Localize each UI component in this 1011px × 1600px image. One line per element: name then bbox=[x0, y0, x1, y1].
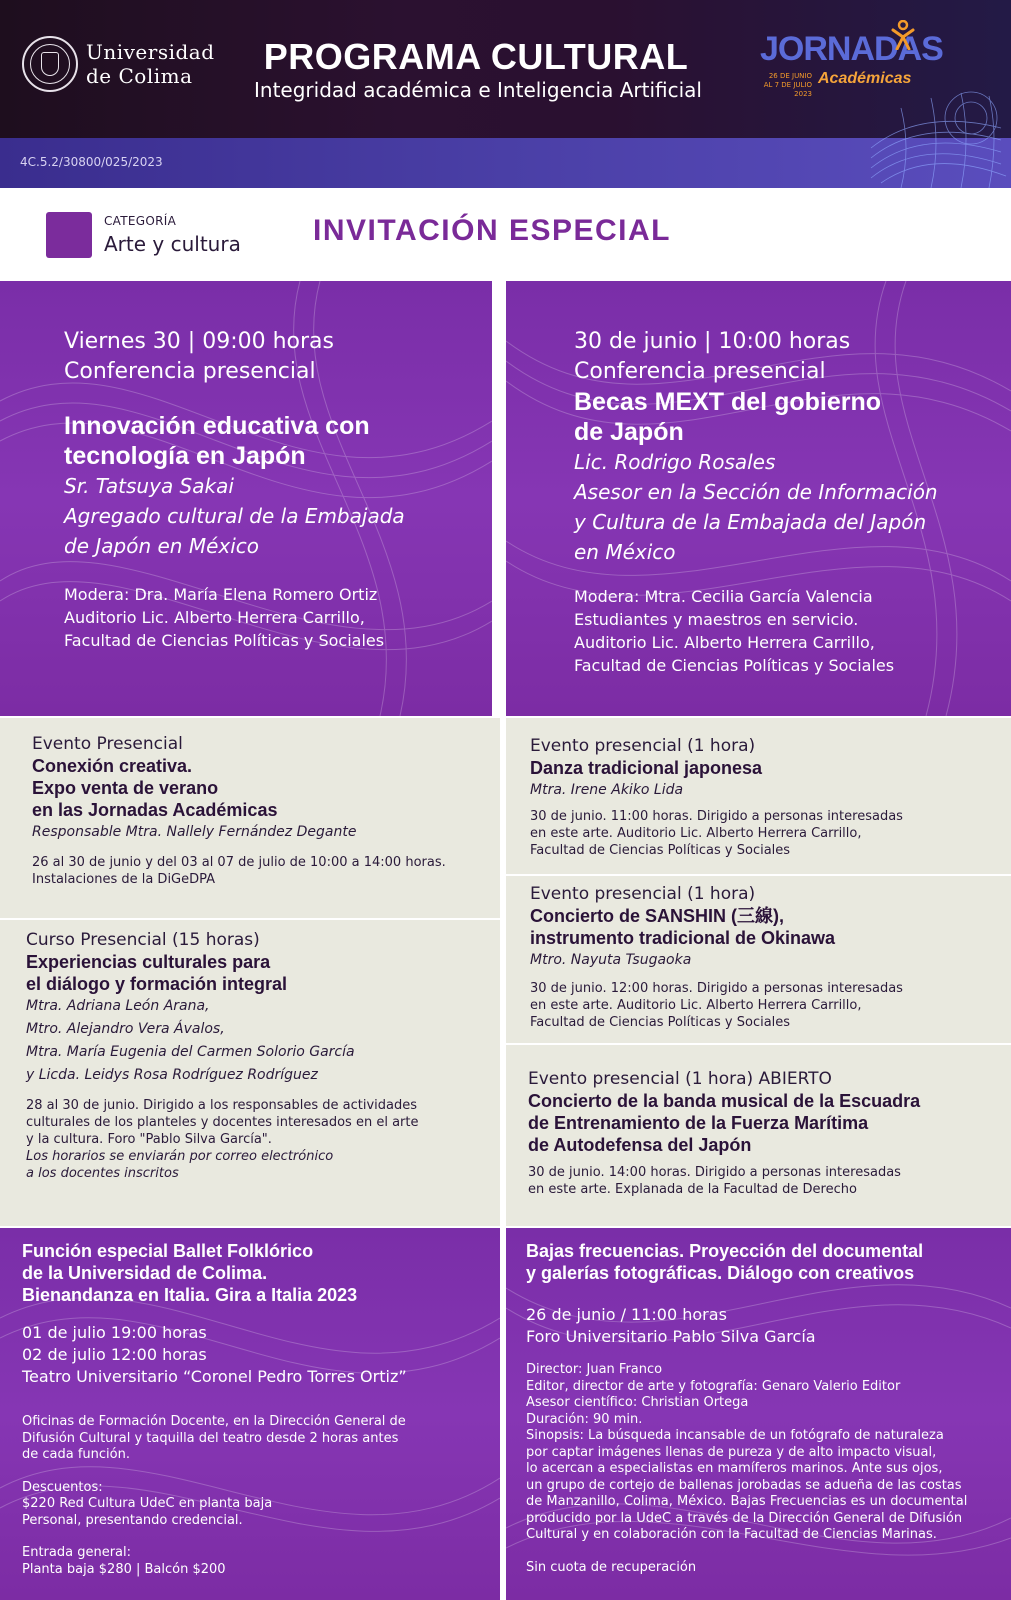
event-type: Curso Presencial (15 horas) bbox=[26, 930, 260, 950]
event-type: Evento Presencial bbox=[32, 734, 183, 754]
ballet-date: 01 de julio 19:00 horas bbox=[22, 1323, 207, 1342]
event-detail: 30 de junio. 12:00 horas. Dirigido a personas interesadas bbox=[530, 981, 903, 996]
category-row bbox=[0, 188, 1011, 281]
event-detail: Facultad de Ciencias Políticas y Sociales bbox=[530, 843, 791, 858]
event-title-line: Danza tradicional japonesa bbox=[530, 758, 763, 778]
ballet-title-line: de la Universidad de Colima. bbox=[22, 1263, 268, 1283]
ballet-price: Planta baja $280 | Balcón $200 bbox=[22, 1561, 226, 1577]
event-detail: y la cultura. Foro "Pablo Silva García". bbox=[26, 1132, 272, 1147]
conference-speaker-role: en México bbox=[574, 540, 676, 564]
university-seal-icon bbox=[22, 36, 78, 92]
documentary-synopsis: producido por la UdeC a través de la Dirección General de Difusión bbox=[526, 1510, 963, 1526]
ballet-ticket-info: de cada función. bbox=[22, 1447, 130, 1462]
event-detail: 28 al 30 de junio. Dirigido a los responsables de actividades bbox=[26, 1098, 418, 1113]
conference-detail: Auditorio Lic. Alberto Herrera Carrillo, bbox=[574, 633, 875, 652]
documentary-credit: Asesor científico: Christian Ortega bbox=[526, 1395, 749, 1410]
conference-title-line: Becas MEXT del gobierno bbox=[574, 388, 882, 416]
conference-detail: Facultad de Ciencias Políticas y Sociales bbox=[574, 656, 895, 675]
event-card-dance bbox=[506, 718, 1011, 874]
documentary-synopsis: Cultural y en colaboración con la Facultad de Ciencias Marinas. bbox=[526, 1527, 937, 1542]
documentary-credit: Duración: 90 min. bbox=[526, 1411, 643, 1427]
category-color-swatch bbox=[46, 212, 92, 258]
ballet-discount: Descuentos: bbox=[22, 1479, 103, 1495]
conference-panel-2 bbox=[506, 281, 1011, 716]
event-detail: culturales de los planteles y docentes interesados en el arte bbox=[26, 1115, 419, 1130]
ballet-title-line: Bienandanza en Italia. Gira a Italia 2023 bbox=[22, 1285, 358, 1305]
event-title-line: Conexión creativa. bbox=[32, 756, 193, 776]
ballet-ticket-info: Oficinas de Formación Docente, en la Dirección General de bbox=[22, 1414, 406, 1429]
event-title-line: Concierto de la banda musical de la Escuadra bbox=[528, 1091, 921, 1111]
conference-date: Viernes 30 | 09:00 horas bbox=[64, 329, 334, 354]
conference-date: 30 de junio | 10:00 horas bbox=[574, 329, 851, 354]
conference-title-line: de Japón bbox=[574, 418, 684, 446]
invitation-heading: INVITACIÓN ESPECIAL bbox=[313, 214, 671, 247]
conference-title-line: tecnología en Japón bbox=[64, 442, 306, 470]
ballet-discount: $220 Red Cultura UdeC en planta baja bbox=[22, 1496, 273, 1511]
conference-type: Conferencia presencial bbox=[64, 359, 316, 384]
header-banner bbox=[0, 0, 1011, 138]
conference-speaker-role: y Cultura de la Embajada del Japón bbox=[574, 510, 927, 534]
university-logo bbox=[22, 36, 215, 92]
event-card-sanshin bbox=[506, 876, 1011, 1043]
event-title-line: de Autodefensa del Japón bbox=[528, 1135, 752, 1155]
event-detail: Instalaciones de la DiGeDPA bbox=[32, 872, 216, 887]
event-responsible: Mtro. Nayuta Tsugaoka bbox=[530, 952, 692, 968]
documentary-cost: Sin cuota de recuperación bbox=[526, 1559, 697, 1575]
event-detail: Facultad de Ciencias Políticas y Sociales bbox=[530, 1015, 791, 1030]
event-instructor: Mtra. María Eugenia del Carmen Solorio García bbox=[26, 1044, 355, 1060]
jornadas-label: Académicas bbox=[818, 70, 912, 87]
documentary-credit: Director: Juan Franco bbox=[526, 1362, 663, 1377]
wireframe-hand-decoration-icon bbox=[861, 88, 1011, 188]
conference-speaker: Sr. Tatsuya Sakai bbox=[64, 474, 234, 498]
event-instructor: Mtra. Adriana León Arana, bbox=[26, 998, 210, 1014]
ballet-discount: Personal, presentando credencial. bbox=[22, 1512, 243, 1528]
event-type: Evento presencial (1 hora) ABIERTO bbox=[528, 1069, 832, 1089]
jornadas-dates: 26 DE JUNIO AL 7 DE JULIO 2023 bbox=[763, 72, 812, 98]
ballet-date: 02 de julio 12:00 horas bbox=[22, 1345, 207, 1364]
event-card-expo bbox=[0, 718, 500, 918]
category-value: Arte y cultura bbox=[104, 232, 241, 256]
program-subtitle: Integridad académica e Inteligencia Artificial bbox=[254, 78, 702, 102]
conference-speaker-role: de Japón en México bbox=[64, 534, 259, 558]
documentary-synopsis: por captar imágenes llenas de pureza y de alto impacto visual, bbox=[526, 1444, 937, 1460]
conference-title-line: Innovación educativa con bbox=[64, 412, 370, 440]
event-title-line: Experiencias culturales para bbox=[26, 952, 271, 972]
event-detail: 30 de junio. 11:00 horas. Dirigido a personas interesadas bbox=[530, 809, 903, 824]
conference-detail: Estudiantes y maestros en servicio. bbox=[574, 610, 859, 629]
program-title: PROGRAMA CULTURAL bbox=[263, 36, 689, 77]
event-detail: en este arte. Auditorio Lic. Alberto Herrera Carrillo, bbox=[530, 998, 862, 1013]
event-detail: en este arte. Explanada de la Facultad de Derecho bbox=[528, 1182, 857, 1197]
documentary-date: 26 de junio / 11:00 horas bbox=[526, 1305, 727, 1324]
event-type: Evento presencial (1 hora) bbox=[530, 884, 756, 904]
category-label: CATEGORÍA bbox=[104, 214, 177, 228]
event-title-line: el diálogo y formación integral bbox=[26, 974, 288, 994]
documentary-venue: Foro Universitario Pablo Silva García bbox=[526, 1327, 816, 1346]
reference-code: 4C.5.2/30800/025/2023 bbox=[20, 155, 163, 169]
documentary-title-line: y galerías fotográficas. Diálogo con creativos bbox=[526, 1263, 915, 1283]
event-detail: 30 de junio. 14:00 horas. Dirigido a personas interesadas bbox=[528, 1165, 901, 1180]
conference-type: Conferencia presencial bbox=[574, 359, 826, 384]
documentary-synopsis: lo acercan a especialistas en mamíferos marinos. Ante sus ojos, bbox=[526, 1461, 943, 1476]
conference-detail: Modera: Dra. María Elena Romero Ortiz bbox=[64, 585, 378, 604]
event-card-course bbox=[0, 920, 500, 1226]
person-figure-icon bbox=[890, 20, 916, 50]
event-title-line: en las Jornadas Académicas bbox=[32, 800, 278, 820]
documentary-panel bbox=[506, 1228, 1011, 1600]
event-type: Evento presencial (1 hora) bbox=[530, 736, 756, 756]
conference-detail: Facultad de Ciencias Políticas y Sociales bbox=[64, 631, 385, 650]
ballet-title-line: Función especial Ballet Folklórico bbox=[22, 1241, 314, 1261]
ballet-price: Entrada general: bbox=[22, 1545, 132, 1560]
reference-strip bbox=[0, 138, 1011, 188]
conference-speaker: Lic. Rodrigo Rosales bbox=[574, 450, 776, 474]
documentary-title-line: Bajas frecuencias. Proyección del documental bbox=[526, 1241, 924, 1261]
ballet-panel bbox=[0, 1228, 500, 1600]
event-title-line: Concierto de SANSHIN (三線), bbox=[530, 906, 785, 926]
university-name: Universidad de Colima bbox=[86, 40, 215, 88]
documentary-synopsis: Sinopsis: La búsqueda incansable de un fotógrafo de naturaleza bbox=[526, 1428, 944, 1443]
event-detail: en este arte. Auditorio Lic. Alberto Herrera Carrillo, bbox=[530, 826, 862, 841]
jornadas-word: JORNADAS bbox=[760, 30, 943, 68]
conference-detail: Modera: Mtra. Cecilia García Valencia bbox=[574, 587, 873, 606]
documentary-credit: Editor, director de arte y fotografía: Genaro Valerio Editor bbox=[526, 1378, 901, 1394]
event-title-line: Expo venta de verano bbox=[32, 778, 219, 798]
event-note: Los horarios se enviarán por correo electrónico bbox=[26, 1149, 334, 1164]
conference-speaker-role: Agregado cultural de la Embajada bbox=[64, 504, 405, 528]
event-responsible: Responsable Mtra. Nallely Fernández Degante bbox=[32, 824, 357, 840]
documentary-synopsis: de Manzanillo, Colima, México. Bajas Frecuencias es un documental bbox=[526, 1494, 968, 1509]
event-note: a los docentes inscritos bbox=[26, 1166, 179, 1181]
documentary-synopsis: un grupo de cortejo de ballenas jorobadas se adueña de las costas bbox=[526, 1477, 962, 1493]
event-title-line: instrumento tradicional de Okinawa bbox=[530, 928, 836, 948]
event-detail: 26 al 30 de junio y del 03 al 07 de julio de 10:00 a 14:00 horas. bbox=[32, 855, 446, 870]
conference-panel-1 bbox=[0, 281, 492, 716]
event-card-band bbox=[506, 1045, 1011, 1226]
event-title-line: de Entrenamiento de la Fuerza Marítima bbox=[528, 1113, 869, 1133]
event-instructor: Mtro. Alejandro Vera Ávalos, bbox=[26, 1021, 225, 1037]
conference-speaker-role: Asesor en la Sección de Información bbox=[574, 480, 938, 504]
conference-detail: Auditorio Lic. Alberto Herrera Carrillo, bbox=[64, 608, 365, 627]
ballet-venue: Teatro Universitario “Coronel Pedro Torres Ortiz” bbox=[22, 1367, 407, 1386]
event-instructor: y Licda. Leidys Rosa Rodríguez Rodríguez bbox=[26, 1067, 318, 1083]
event-responsible: Mtra. Irene Akiko Lida bbox=[530, 782, 684, 798]
ballet-ticket-info: Difusión Cultural y taquilla del teatro desde 2 horas antes bbox=[22, 1430, 399, 1446]
